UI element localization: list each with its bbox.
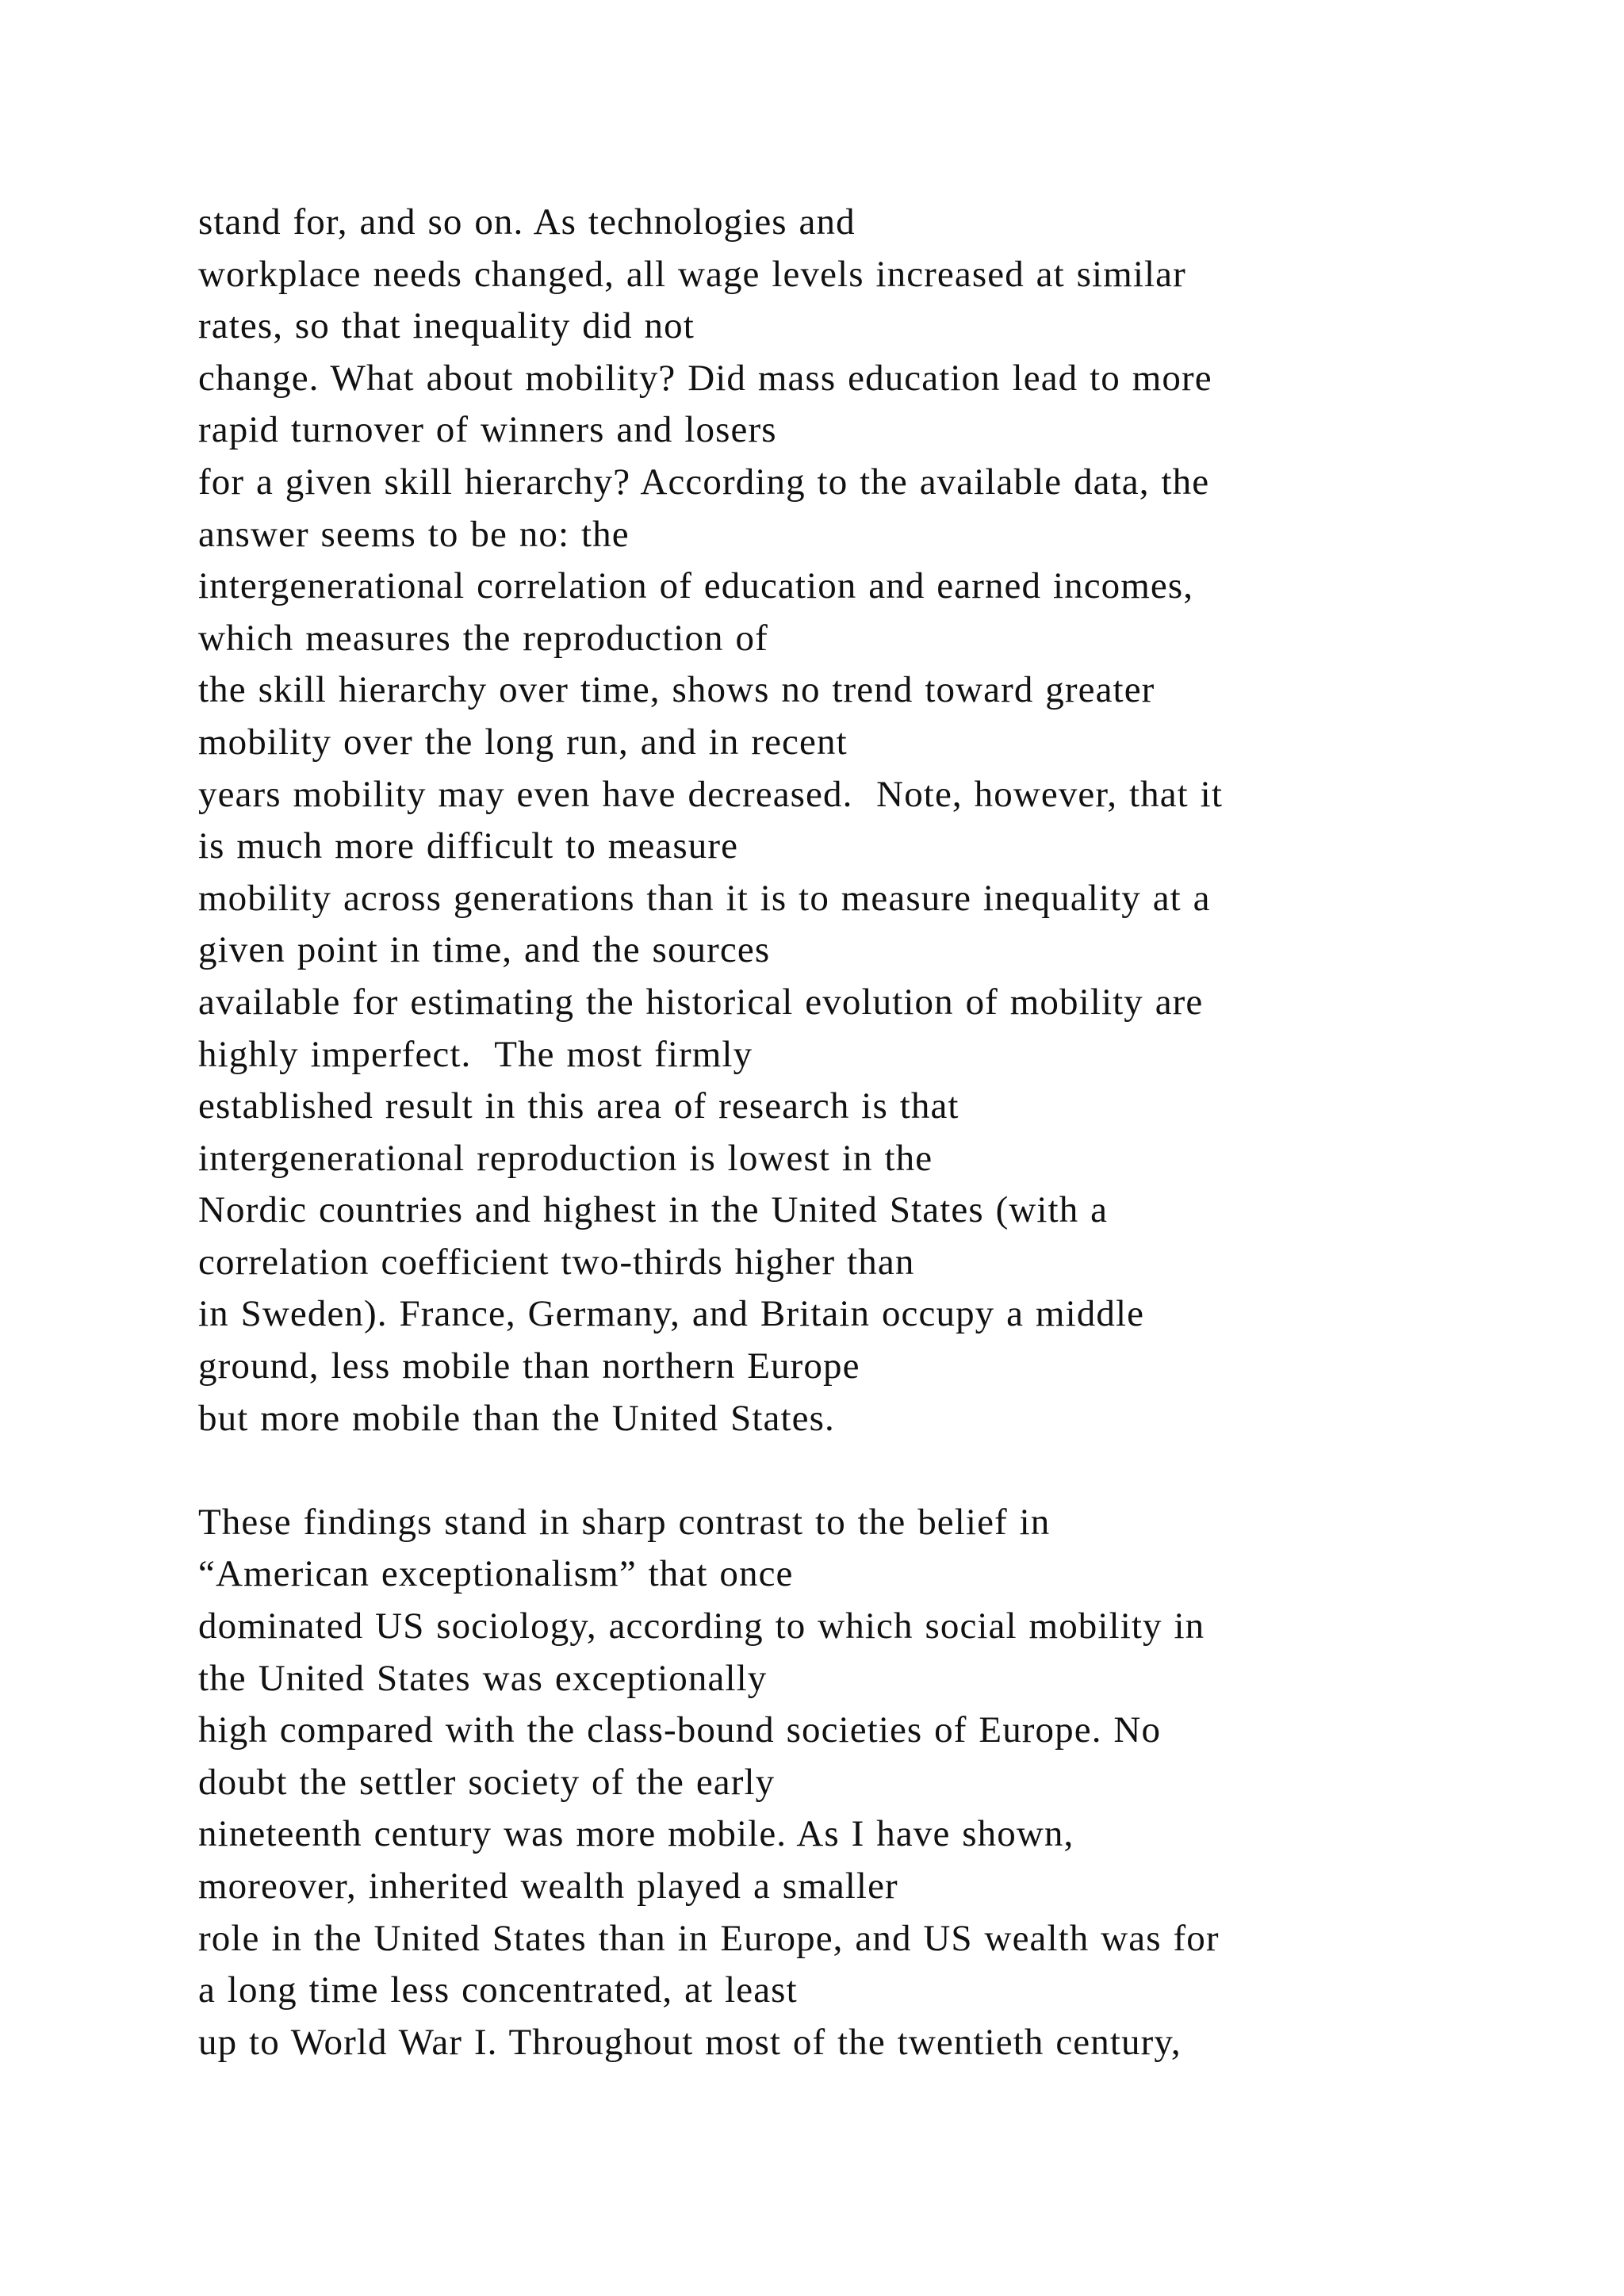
- text-line: highly imperfect. The most firmly: [198, 1033, 753, 1075]
- paragraph-1: [198, 197, 1507, 1445]
- text-line: mobility across generations than it is to measure inequality at a: [198, 877, 1211, 919]
- text-line: intergenerational reproduction is lowest in the: [198, 1137, 933, 1179]
- text-line: but more mobile than the United States.: [198, 1397, 835, 1439]
- text-line: workplace needs changed, all wage levels increased at similar: [198, 253, 1186, 295]
- text-line: ground, less mobile than northern Europe: [198, 1345, 860, 1387]
- paragraph-2: [198, 1497, 1507, 2069]
- text-line: for a given skill hierarchy? According to the available data, the: [198, 461, 1210, 503]
- text-line: nineteenth century was more mobile. As I have shown,: [198, 1813, 1074, 1855]
- text-line: stand for, and so on. As technologies and: [198, 201, 856, 243]
- text-line: given point in time, and the sources: [198, 929, 771, 971]
- text-line: doubt the settler society of the early: [198, 1761, 776, 1803]
- text-line: a long time less concentrated, at least: [198, 1969, 798, 2011]
- text-line: dominated US sociology, according to which social mobility in: [198, 1605, 1205, 1647]
- text-line: correlation coefficient two-thirds higher than: [198, 1241, 915, 1283]
- text-line: intergenerational correlation of education and earned incomes,: [198, 565, 1194, 607]
- text-line: “American exceptionalism” that once: [198, 1553, 794, 1595]
- text-line: which measures the reproduction of: [198, 617, 768, 659]
- text-line: in Sweden). France, Germany, and Britain occupy a middle: [198, 1293, 1145, 1335]
- text-line: established result in this area of research is that: [198, 1085, 959, 1127]
- text-line: role in the United States than in Europe, and US wealth was for: [198, 1917, 1220, 1959]
- text-line: the skill hierarchy over time, shows no trend toward greater: [198, 669, 1155, 711]
- text-line: change. What about mobility? Did mass education lead to more: [198, 357, 1212, 399]
- text-line: rates, so that inequality did not: [198, 305, 695, 347]
- text-line: is much more difficult to measure: [198, 825, 739, 867]
- text-line: These findings stand in sharp contrast to the belief in: [198, 1501, 1051, 1543]
- text-line: mobility over the long run, and in recent: [198, 721, 848, 763]
- text-line: high compared with the class-bound societies of Europe. No: [198, 1709, 1162, 1751]
- text-line: moreover, inherited wealth played a smaller: [198, 1866, 898, 1907]
- text-line: answer seems to be no: the: [198, 513, 630, 555]
- text-line: available for estimating the historical evolution of mobility are: [198, 981, 1204, 1023]
- paragraph-gap: [198, 1445, 1507, 1497]
- text-line: up to World War I. Throughout most of the twentieth century,: [198, 2021, 1182, 2063]
- text-line: years mobility may even have decreased. Note, however, that it: [198, 773, 1223, 815]
- text-line: rapid turnover of winners and losers: [198, 409, 777, 451]
- text-line: Nordic countries and highest in the United States (with a: [198, 1189, 1109, 1231]
- document-body: [198, 197, 1507, 2068]
- text-line: the United States was exceptionally: [198, 1657, 768, 1699]
